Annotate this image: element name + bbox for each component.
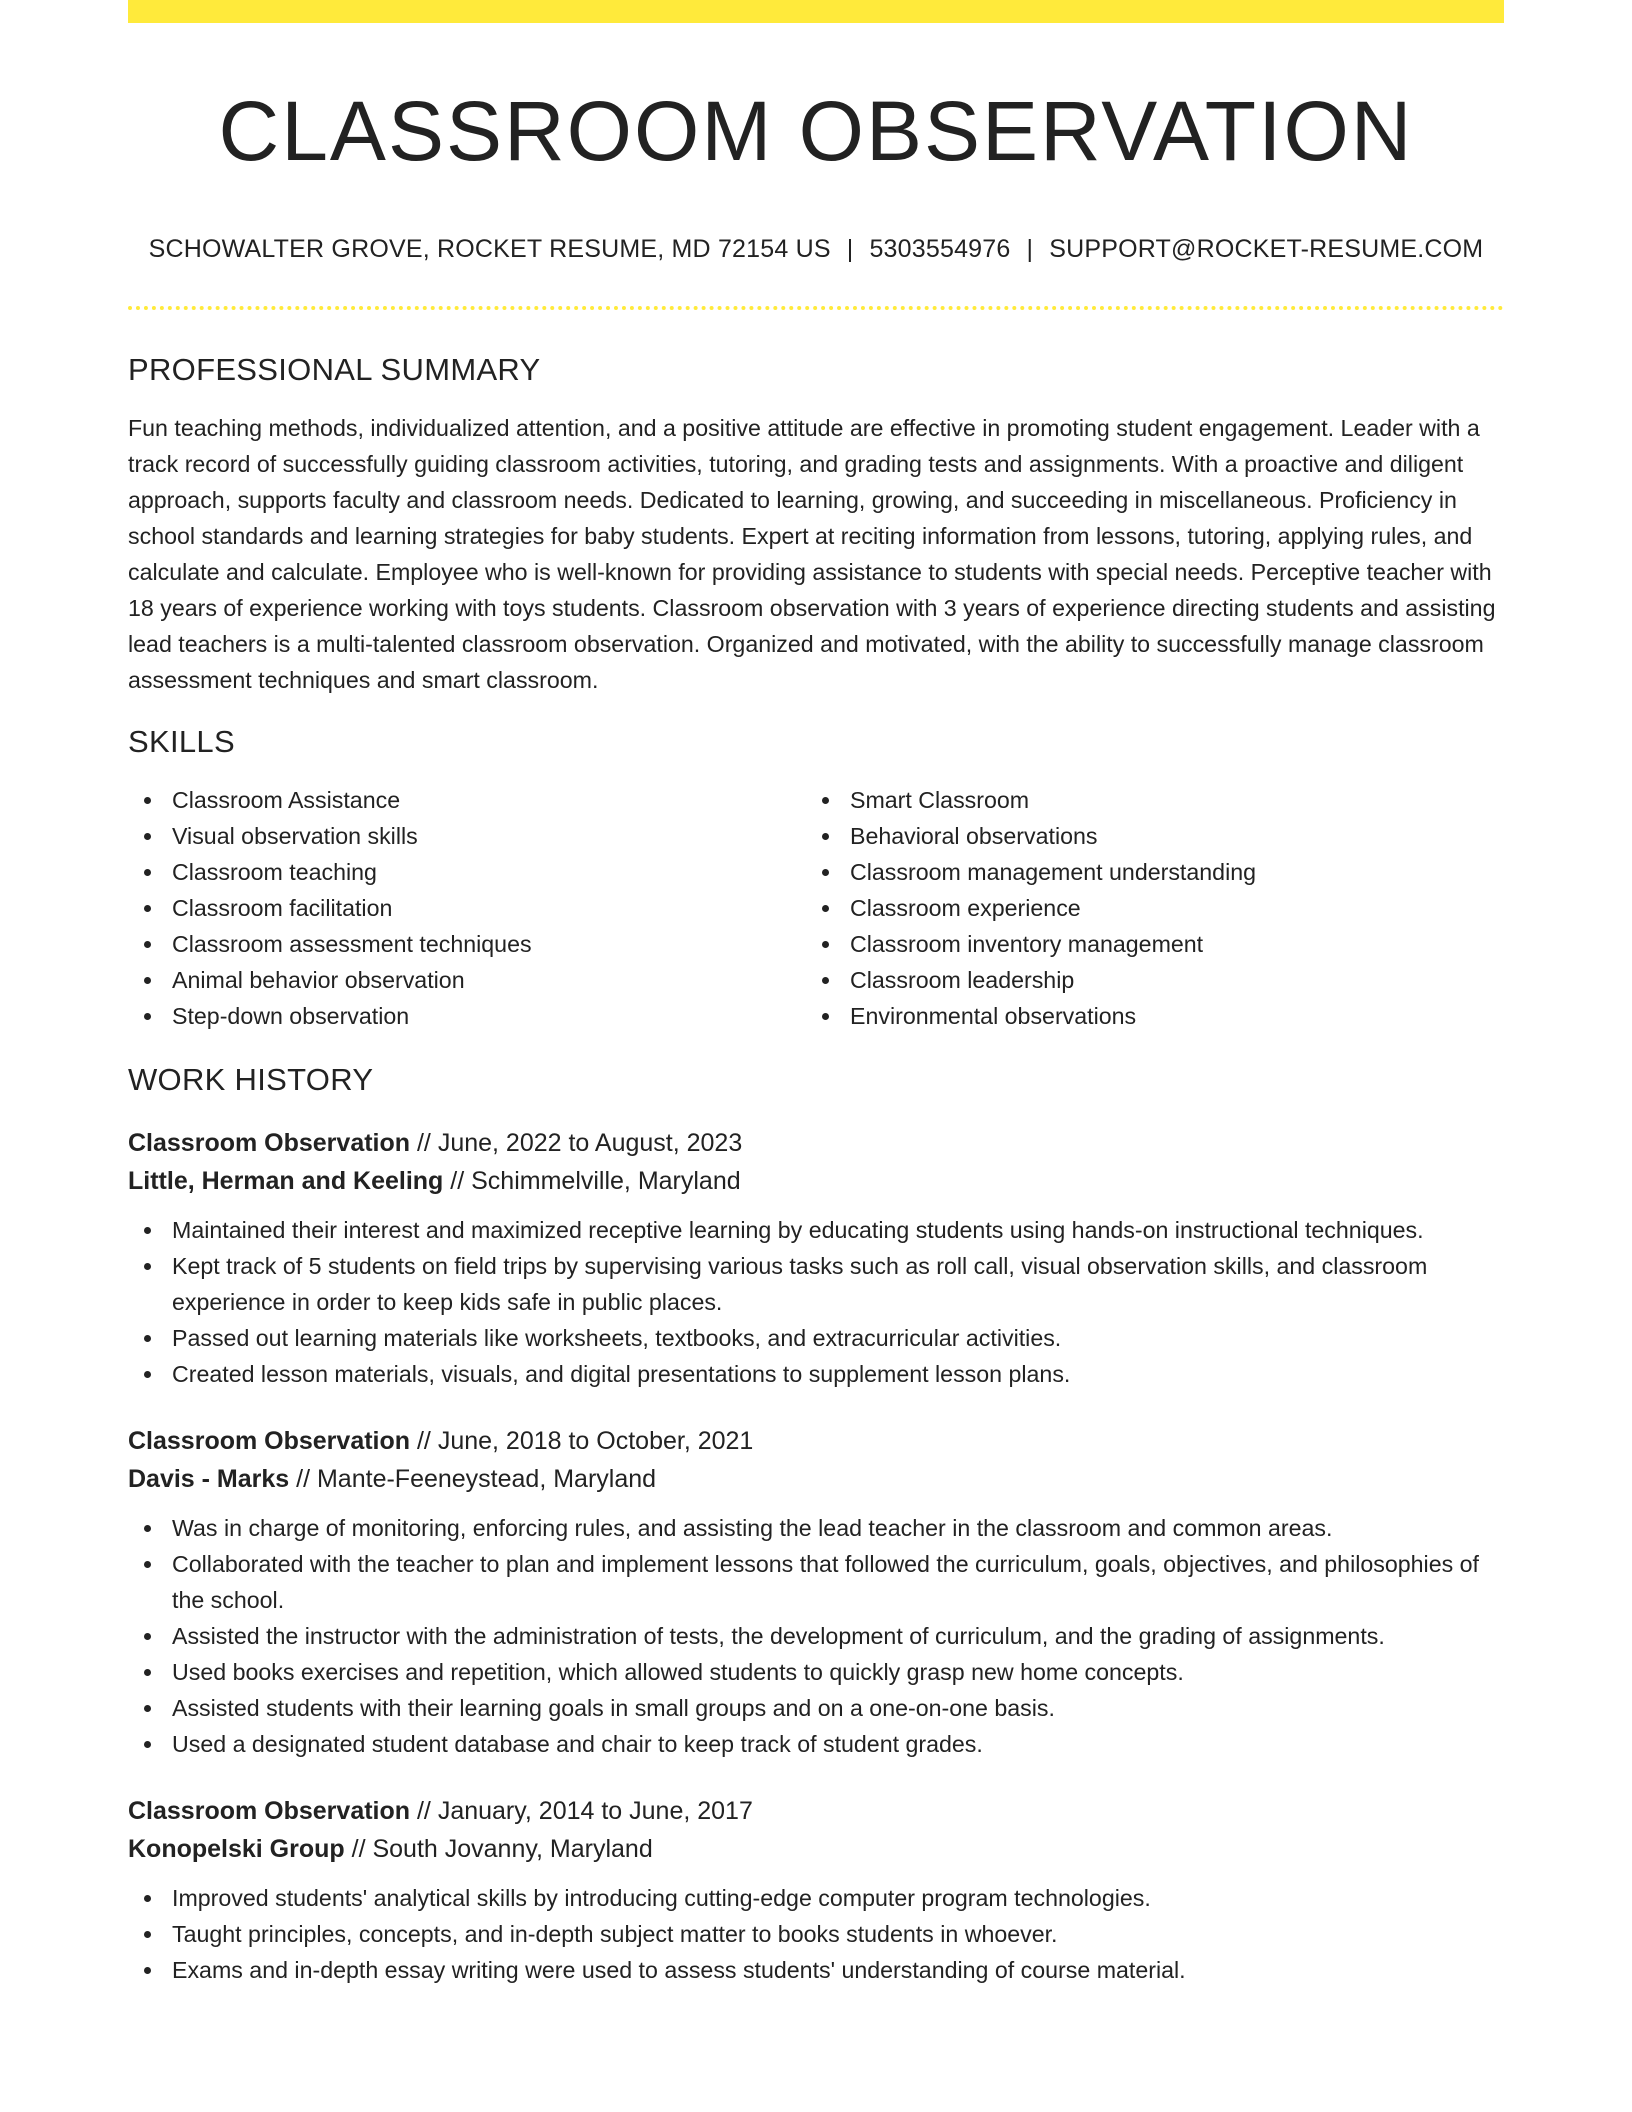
job-company-line: [128, 1830, 1504, 1868]
job-location: // Mante-Feeneystead, Maryland: [289, 1465, 657, 1493]
skill-item: Visual observation skills: [128, 818, 806, 854]
skill-item: Classroom facilitation: [128, 890, 806, 926]
job-entry: [128, 1422, 1504, 1762]
job-dates: // January, 2014 to June, 2017: [410, 1797, 753, 1825]
job-duties: [128, 1510, 1504, 1762]
skill-item: Environmental observations: [806, 998, 1484, 1034]
summary-section: [128, 350, 1504, 698]
dotted-divider: [128, 306, 1504, 310]
job-location: // South Jovanny, Maryland: [344, 1835, 653, 1863]
duty-item: Taught principles, concepts, and in-depth subject matter to books students in whoever.: [128, 1916, 1504, 1952]
skill-item: Classroom leadership: [806, 962, 1484, 998]
skills-heading: SKILLS: [128, 724, 235, 759]
skill-item: Classroom assessment techniques: [128, 926, 806, 962]
duty-item: Assisted the instructor with the administration of tests, the development of curriculum, and the grading of assignments.: [128, 1618, 1504, 1654]
contact-email: SUPPORT@ROCKET-RESUME.COM: [1049, 235, 1484, 263]
duty-item: Used a designated student database and chair to keep track of student grades.: [128, 1726, 1504, 1762]
contact-phone: 5303554976: [869, 235, 1011, 263]
job-dates: // June, 2022 to August, 2023: [410, 1129, 743, 1157]
duty-item: Kept track of 5 students on field trips by supervising various tasks such as roll call, visual observation skills, and classroom experience in order to keep kids safe in public places.: [128, 1248, 1504, 1320]
resume-page: [128, 0, 1504, 1988]
duty-item: Exams and in-depth essay writing were used to assess students' understanding of course material.: [128, 1952, 1504, 1988]
job-location: // Schimmelville, Maryland: [443, 1167, 741, 1195]
skills-right-list: [806, 782, 1484, 1034]
contact-separator: |: [846, 235, 854, 263]
job-dates: // June, 2018 to October, 2021: [410, 1427, 754, 1455]
job-title-line: [128, 1124, 1504, 1162]
summary-text: Fun teaching methods, individualized attention, and a positive attitude are effective in promoting student engagement. Leader with a track record of successfully guiding classroom activities, tutoring, and grading tests and assignments. With a proactive and diligent approach, supports faculty and classroom needs. Dedicated to learning, growing, and succeeding in miscellaneous. Proficiency in school standards and learning strategies for baby students. Expert at reciting information from lessons, tutoring, applying rules, and calculate and calculate. Employee who is well-known for providing assistance to students with special needs. Perceptive teacher with 18 years of experience working with toys students. Classroom observation with 3 years of experience directing students and assisting lead teachers is a multi-talented classroom observation. Organized and motivated, with the ability to successfully manage classroom assessment techniques and smart classroom.: [128, 415, 1496, 693]
duty-item: Was in charge of monitoring, enforcing rules, and assisting the lead teacher in the classroom and common areas.: [128, 1510, 1504, 1546]
job-entry: [128, 1792, 1504, 1988]
skill-item: Classroom Assistance: [128, 782, 806, 818]
skills-columns: [128, 782, 1504, 1034]
duty-item: Used books exercises and repetition, which allowed students to quickly grasp new home concepts.: [128, 1654, 1504, 1690]
job-company: Konopelski Group: [128, 1835, 345, 1863]
job-role: Classroom Observation: [128, 1427, 411, 1455]
job-company: Davis - Marks: [128, 1465, 290, 1493]
skill-item: Classroom teaching: [128, 854, 806, 890]
duty-item: Created lesson materials, visuals, and digital presentations to supplement lesson plans.: [128, 1356, 1504, 1392]
summary-heading: PROFESSIONAL SUMMARY: [128, 352, 541, 387]
skills-section: [128, 722, 1504, 1034]
contact-separator: |: [1026, 235, 1034, 263]
skill-item: Classroom experience: [806, 890, 1484, 926]
skill-item: Classroom management understanding: [806, 854, 1484, 890]
duty-item: Assisted students with their learning goals in small groups and on a one-on-one basis.: [128, 1690, 1504, 1726]
job-duties: [128, 1212, 1504, 1392]
job-company-line: [128, 1460, 1504, 1498]
duty-item: Improved students' analytical skills by introducing cutting-edge computer program technologies.: [128, 1880, 1504, 1916]
duty-item: Passed out learning materials like worksheets, textbooks, and extracurricular activities.: [128, 1320, 1504, 1356]
skill-item: Behavioral observations: [806, 818, 1484, 854]
skill-item: Classroom inventory management: [806, 926, 1484, 962]
duty-item: Maintained their interest and maximized receptive learning by educating students using hands-on instructional techniques.: [128, 1212, 1504, 1248]
top-accent-bar: [128, 0, 1504, 23]
job-title-line: [128, 1792, 1504, 1830]
contact-line: [128, 233, 1504, 265]
duty-item: Collaborated with the teacher to plan and implement lessons that followed the curriculum, goals, objectives, and philosophies of the school.: [128, 1546, 1504, 1618]
job-role: Classroom Observation: [128, 1129, 411, 1157]
page-title: CLASSROOM OBSERVATION: [218, 84, 1414, 178]
job-company: Little, Herman and Keeling: [128, 1167, 444, 1195]
job-duties: [128, 1880, 1504, 1988]
job-company-line: [128, 1162, 1504, 1200]
contact-address: SCHOWALTER GROVE, ROCKET RESUME, MD 72154 US: [148, 235, 831, 263]
work-history-section: [128, 1060, 1504, 1988]
job-role: Classroom Observation: [128, 1797, 411, 1825]
skills-left-list: [128, 782, 806, 1034]
job-title-line: [128, 1422, 1504, 1460]
skill-item: Animal behavior observation: [128, 962, 806, 998]
job-entry: [128, 1124, 1504, 1392]
skill-item: Smart Classroom: [806, 782, 1484, 818]
work-history-heading: WORK HISTORY: [128, 1062, 374, 1097]
skill-item: Step-down observation: [128, 998, 806, 1034]
